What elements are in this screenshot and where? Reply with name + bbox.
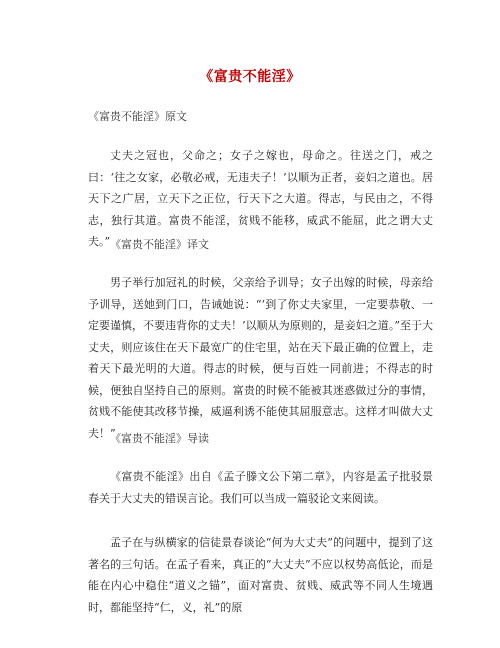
section-heading-guide: 《富贵不能淫》导读	[110, 432, 209, 445]
section-heading-original-text: 《富贵不能淫》原文	[88, 110, 187, 123]
paragraph-guide: 《富贵不能淫》出自《孟子滕文公下第二章》，内容是孟子批驳景春关于大丈夫的错误言论。我们可以当成一篇驳论文来阅读。	[88, 470, 433, 505]
section-heading-translation: 《富贵不能淫》译文	[110, 238, 209, 251]
paragraph-closing: 孟子在与纵横家的信徒景春谈论“何为大丈夫”的问题中，提到了这著名的三句话。在孟子看来，真正的“大丈夫”不应以权势高低论，而是能在内心中稳住“道义之锚”，面对富贵、贫贱、威武等不同人生境遇时，都能坚持“仁，义，礼”的原	[88, 536, 433, 614]
paragraph-translation: 男子举行加冠礼的时候，父亲给予训导；女子出嫁的时候，母亲给予训导，送她到门口，告诫她说：“‘到了你丈夫家里，一定要恭敬、一定要谨慎，不要违背你的丈夫！’以顺从为原则的，是妾妇之道。”至于大丈夫，则应该住在天下最宽广的住宅里，站在天下最正确的位置上，走着天下最光明的大道。得志的时候，便与百姓一同前进；不得志的时候，便独自坚持自己的原则。富贵的时候不能被其迷惑做过分的事情，贫贱不能使其改移节操，威逼利诱不能使其屈服意志。这样才叫做大丈夫！”	[88, 276, 433, 440]
paragraph-original-text: 丈夫之冠也，父命之；女子之嫁也，母命之。往送之门，戒之曰：‘往之女家，必敬必戒，无违夫子！’以顺为正者，妾妇之道也。居天下之广居，立天下之正位，行天下之大道。得志，与民由之，不得志，独行其道。富贵不能淫，贫贱不能移，威武不能屈，此之谓大丈夫。”	[88, 149, 433, 248]
document-title: 《富贵不能淫》	[199, 69, 301, 85]
